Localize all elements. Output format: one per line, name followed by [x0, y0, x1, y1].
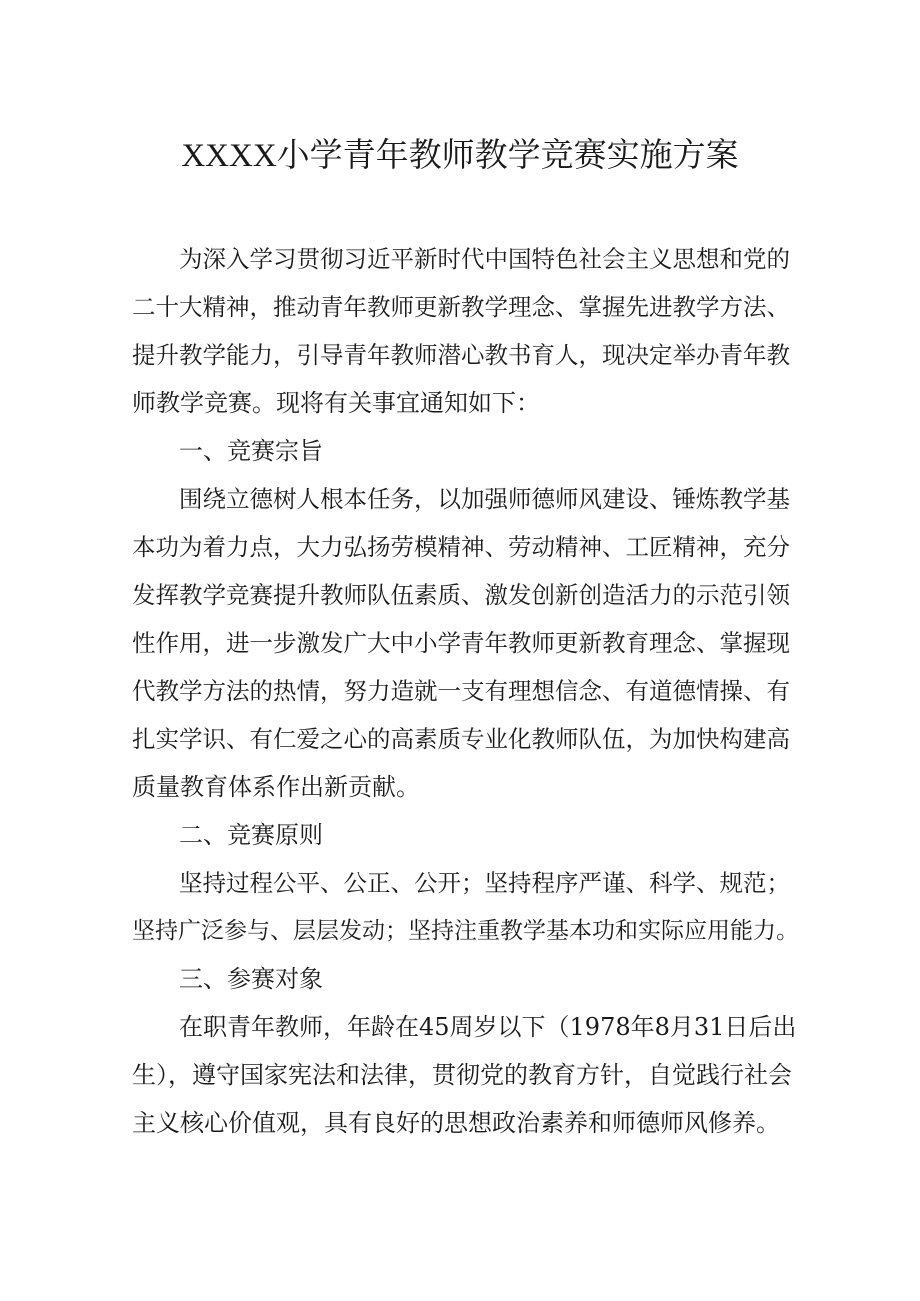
- section-heading-2: 二、竞赛原则: [179, 821, 323, 849]
- intro-line-3: 提升教学能力，引导青年教师潜心教书育人，现决定举办青年教: [132, 341, 790, 369]
- section-heading-1: 一、竞赛宗旨: [179, 437, 323, 465]
- section-1-line-6: 扎实学识、有仁爱之心的高素质专业化教师队伍，为加快构建高: [132, 725, 790, 753]
- section-3-line-3: 主义核心价值观，具有良好的思想政治素养和师德师风修养。: [132, 1109, 780, 1137]
- section-3-line-2: 生），遵守国家宪法和法律，贯彻党的教育方针，自觉践行社会: [132, 1061, 792, 1089]
- section-heading-3: 三、参赛对象: [179, 965, 323, 993]
- section-1-line-5: 代教学方法的热情，努力造就一支有理想信念、有道德情操、有: [132, 677, 790, 705]
- section-1-line-1: 围绕立德树人根本任务，以加强师德师风建设、锤炼教学基: [179, 485, 790, 513]
- section-1-line-3: 发挥教学竞赛提升教师队伍素质、激发创新创造活力的示范引领: [132, 581, 790, 609]
- section-1-line-4: 性作用，进一步激发广大中小学青年教师更新教育理念、掌握现: [132, 629, 790, 657]
- document-title: XXXX小学青年教师教学竞赛实施方案: [181, 138, 739, 174]
- section-2-line-2: 坚持广泛参与、层层发动；坚持注重教学基本功和实际应用能力。: [132, 918, 799, 944]
- section-3-line-1: 在职青年教师，年龄在45周岁以下（1978年8月31日后出: [179, 1013, 797, 1041]
- section-1-line-2: 本功为着力点，大力弘扬劳模精神、劳动精神、工匠精神，充分: [132, 533, 790, 561]
- intro-line-2: 二十大精神，推动青年教师更新教学理念、掌握先进教学方法、: [132, 293, 790, 321]
- section-2-line-1: 坚持过程公平、公正、公开；坚持程序严谨、科学、规范；: [179, 869, 790, 897]
- section-1-line-7: 质量教育体系作出新贡献。: [132, 773, 420, 801]
- intro-line-1: 为深入学习贯彻习近平新时代中国特色社会主义思想和党的: [179, 245, 790, 273]
- intro-line-4: 师教学竞赛。现将有关事宜通知如下：: [132, 389, 540, 417]
